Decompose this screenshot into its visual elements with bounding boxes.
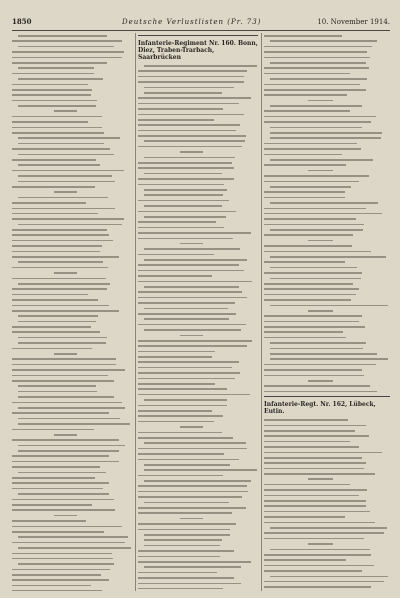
column-middle — [138, 33, 258, 591]
text-line — [264, 389, 390, 394]
header-rule — [12, 30, 390, 31]
text-line — [264, 590, 390, 591]
page-number: 1850 — [12, 17, 32, 26]
regiment-block — [138, 35, 258, 61]
regiment-heading: Infanterie-Regiment Nr. 160. Bonn, Diez, Traben-Trarbach, Saarbrücken — [138, 40, 258, 61]
column-left — [12, 33, 132, 591]
column-right — [264, 33, 390, 591]
text-line — [138, 586, 258, 591]
regiment-block — [264, 396, 390, 415]
column-divider — [261, 33, 262, 591]
publication-title: Deutsche Verlustlisten (Pr. 73) — [122, 18, 262, 26]
column-divider — [135, 33, 136, 591]
issue-date: 10. November 1914. — [317, 18, 390, 26]
regiment-heading: Infanterie-Regt. Nr. 162, Lübeck, Eutin. — [264, 401, 376, 416]
text-line — [12, 588, 132, 591]
page-header — [12, 16, 390, 28]
